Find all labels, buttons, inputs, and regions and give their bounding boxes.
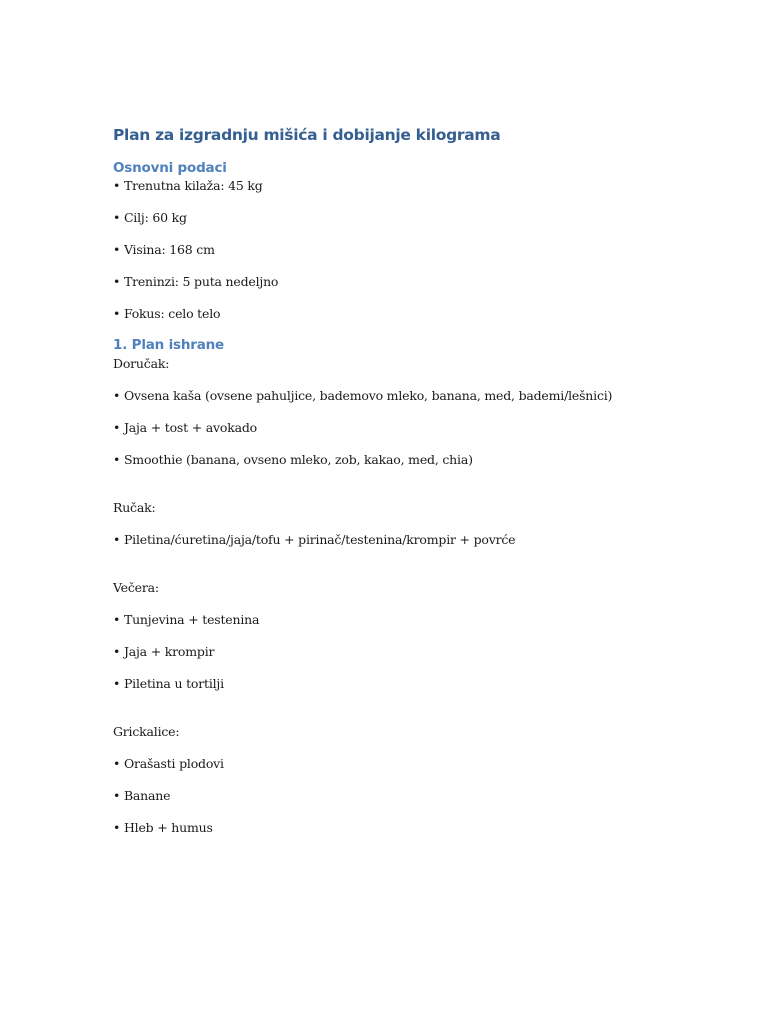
meal-group-snacks <box>113 724 713 836</box>
list-item: • Ovsena kaša (ovsene pahuljice, bademovo mleko, banana, med, bademi/lešnici) <box>113 388 613 403</box>
list-item: • Tunjevina + testenina <box>113 612 260 627</box>
list-item: • Cilj: 60 kg <box>113 210 187 225</box>
list-item: • Visina: 168 cm <box>113 242 215 257</box>
list-item: • Hleb + humus <box>113 820 213 835</box>
list-item: • Jaja + tost + avokado <box>113 420 257 435</box>
meal-label: Doručak: <box>113 356 170 371</box>
nutrition-plan-heading: 1. Plan ishrane <box>113 337 224 353</box>
list-item: • Trenutna kilaža: 45 kg <box>113 178 263 193</box>
basic-info-list <box>113 178 713 322</box>
list-item: • Jaja + krompir <box>113 644 215 659</box>
list-item: • Orašasti plodovi <box>113 756 224 771</box>
document-body <box>113 124 713 868</box>
meal-group-breakfast <box>113 356 713 468</box>
list-item: • Fokus: celo telo <box>113 306 221 321</box>
document-title: Plan za izgradnju mišića i dobijanje kilograma <box>113 126 501 144</box>
meal-label: Ručak: <box>113 500 156 515</box>
list-item: • Banane <box>113 788 171 803</box>
list-item: • Smoothie (banana, ovseno mleko, zob, kakao, med, chia) <box>113 452 473 467</box>
meal-label: Večera: <box>113 580 159 595</box>
list-item: • Piletina/ćuretina/jaja/tofu + pirinač/testenina/krompir + povrće <box>113 532 516 547</box>
basic-info-heading: Osnovni podaci <box>113 160 227 176</box>
meal-label: Grickalice: <box>113 724 180 739</box>
meal-group-lunch <box>113 500 713 548</box>
list-item: • Piletina u tortilji <box>113 676 224 691</box>
meal-group-dinner <box>113 580 713 692</box>
list-item: • Treninzi: 5 puta nedeljno <box>113 274 279 289</box>
